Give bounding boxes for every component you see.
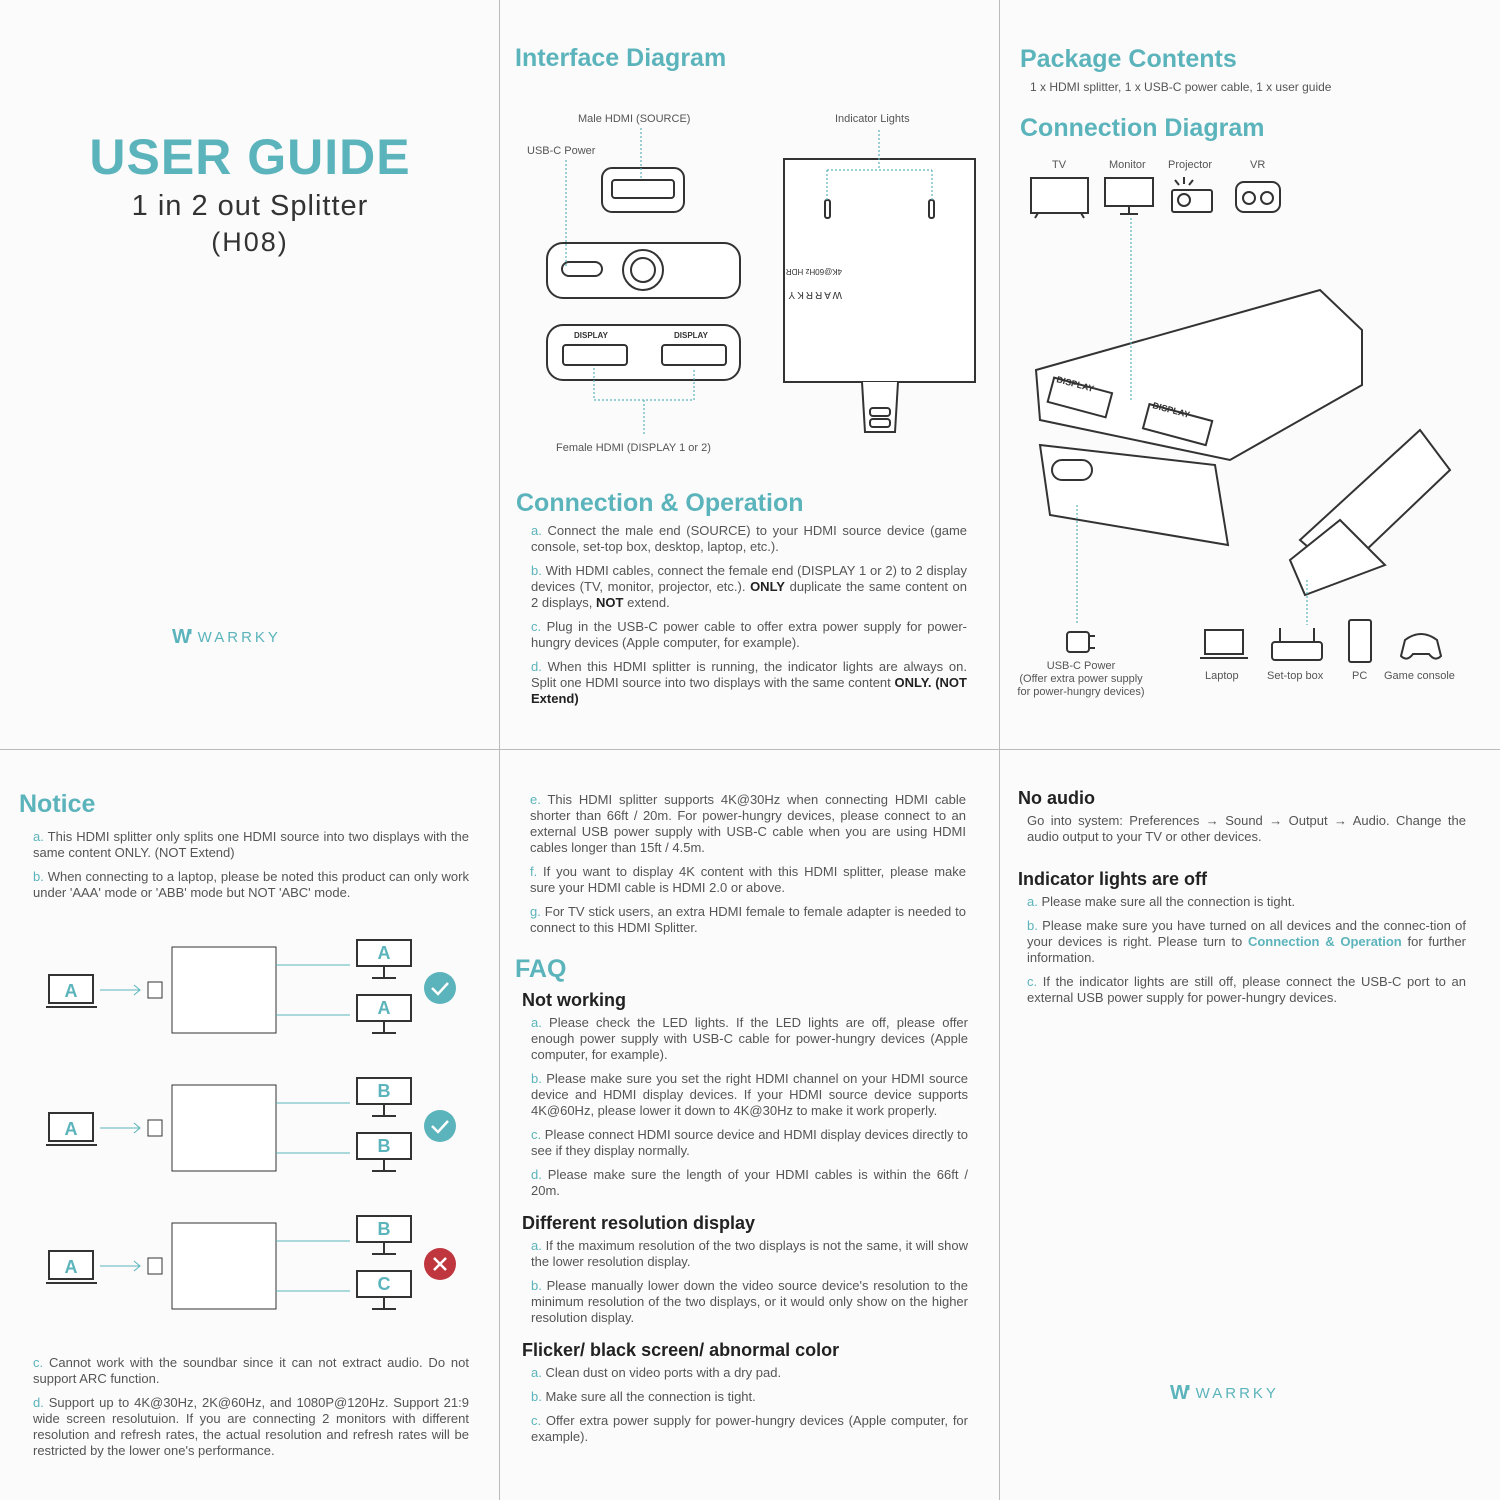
settop-box-icon (1272, 628, 1322, 660)
faq-list (522, 990, 968, 1453)
faq-section (522, 1213, 968, 1326)
display-label: B (377, 1136, 391, 1156)
usbc-power-icon (1067, 632, 1095, 652)
cover-subtitle: 1 in 2 out Splitter (131, 190, 369, 222)
connection-title: Connection Diagram (1020, 114, 1265, 142)
operation-item-d: d. When this HDMI splitter is running, the indicator lights are always on. Split one HDMI source into two displays with the same content ONLY. (NOT Extend) (531, 659, 967, 706)
mode-row (46, 940, 456, 1033)
label-usbc: USB-C Power (527, 145, 596, 157)
display-label: A (377, 998, 391, 1018)
faq-item: b. Make sure all the connection is tight. (531, 1389, 756, 1404)
source-label: A (64, 981, 78, 1001)
operation-item-a: a. Connect the male end (SOURCE) to your HDMI source device (game console, set-top box, desktop, laptop, etc.). (531, 523, 968, 554)
projector-icon (1172, 177, 1212, 212)
notice-title: Notice (19, 790, 96, 818)
check-icon (424, 1110, 456, 1142)
faq-item: b. Please manually lower down the video source device's resolution to the minimum resolution of the two displays, or it would only show on the higher resolution display. (531, 1278, 968, 1325)
operation-item-b: b. With HDMI cables, connect the female end (DISPLAY 1 or 2) to 2 display devices (TV, monitor, projector, etc.). ONLY duplicate the same content on 2 displays, NOT extend. (531, 563, 967, 610)
note-item-g: g. For TV stick users, an extra HDMI female to female adapter is needed to connect to this HDMI Splitter. (530, 904, 967, 935)
tv-icon (1031, 178, 1088, 218)
hdmi-plug-icon (148, 1258, 162, 1274)
package-title: Package Contents (1020, 45, 1237, 73)
faq-section-title: Indicator lights are off (1018, 869, 1208, 889)
svg-text:DISPLAY: DISPLAY (1151, 400, 1191, 420)
mode-row (46, 1078, 456, 1171)
label-game-console: Game console (1384, 670, 1455, 682)
faq-item: c. Please connect HDMI source device and HDMI display devices directly to see if they display normally. (531, 1127, 968, 1158)
faq-item: a. Clean dust on video ports with a dry pad. (531, 1365, 782, 1380)
faq-section-title: Flicker/ black screen/ abnormal color (522, 1340, 840, 1360)
brand-logo-footer: W' WARRKY (1170, 1382, 1279, 1404)
faq-item: b. Please make sure you set the right HDMI channel on your HDMI source device and HDMI display devices. If your HDMI source device supports 4K@60Hz, please lower it down to 4K@30Hz to make it work properly. (531, 1071, 968, 1118)
svg-text:DISPLAY: DISPLAY (674, 331, 708, 340)
faq-item: Go into system: Preferences → Sound → Output → Audio. Change the audio output to your TV or other devices. (1027, 813, 1466, 844)
faq-item: a. If the maximum resolution of the two displays is not the same, it will show the lower resolution display. (531, 1238, 968, 1269)
faq-item: b. Please make sure you have turned on all devices and the connec-tion of your devices is right. Please turn to Connection & Operation for further information. (1027, 918, 1467, 965)
warrky-logo-icon: W' (1170, 1382, 1188, 1404)
faq-section (1018, 788, 1466, 845)
source-label: A (64, 1119, 78, 1139)
warrky-logo-icon: W' (172, 626, 190, 648)
faq-section (1018, 869, 1466, 1006)
svg-text:4K@60Hz HDR: 4K@60Hz HDR (785, 267, 842, 276)
label-monitor: Monitor (1109, 159, 1146, 171)
game-console-icon (1401, 634, 1441, 659)
notice-item-b: b. When connecting to a laptop, please be noted this product can only work under 'AAA' mode or 'ABB' mode but NOT 'ABC' mode. (33, 869, 469, 900)
svg-text:WARRKY: WARRKY (786, 289, 842, 300)
notice-item-c: c. Cannot work with the soundbar since it can not extract audio. Do not support ARC function. (33, 1355, 469, 1386)
pc-icon (1349, 620, 1371, 662)
svg-text:DISPLAY: DISPLAY (1055, 374, 1095, 394)
label-vr: VR (1250, 159, 1266, 171)
interface-title: Interface Diagram (515, 44, 727, 72)
hdmi-plug-icon (148, 1120, 162, 1136)
display-label: C (377, 1274, 391, 1294)
label-male-hdmi: Male HDMI (SOURCE) (578, 113, 691, 125)
label-indicator: Indicator Lights (835, 113, 910, 125)
faq-item: c. Offer extra power supply for power-hungry devices (Apple computer, for example). (531, 1413, 968, 1444)
faq-section-title: No audio (1018, 788, 1095, 808)
source-label: A (64, 1257, 78, 1277)
brand-logo: W' WARRKY (172, 626, 281, 648)
operation-item-c: c. Plug in the USB-C power cable to offer extra power supply for power-hungry devices (Apple computer, for example). (531, 619, 967, 650)
label-pc: PC (1352, 670, 1368, 682)
note-item-f: f. If you want to display 4K content with this HDMI splitter, please make sure your HDMI cable is HDMI 2.0 or above. (530, 864, 966, 895)
label-tv: TV (1052, 159, 1067, 171)
label-projector: Projector (1168, 159, 1213, 171)
faq-section-title: Different resolution display (522, 1213, 756, 1233)
monitor-icon (1105, 178, 1153, 214)
hdmi-plug-icon (148, 982, 162, 998)
svg-text:DISPLAY: DISPLAY (574, 331, 608, 340)
faq-section (522, 990, 968, 1199)
splitter-icon (172, 1223, 276, 1309)
mode-diagrams (0, 0, 500, 1500)
display-label: B (377, 1219, 391, 1239)
check-icon (424, 972, 456, 1004)
faq-item: a. Please check the LED lights. If the LED lights are off, please offer enough power supply with USB-C cable for power-hungry devices (Apple computer, for example). (531, 1015, 968, 1062)
splitter-device-icon (1036, 290, 1450, 595)
faq-item: d. Please make sure the length of your HDMI cables is within the 66ft / 20m. (531, 1167, 968, 1198)
splitter-icon (172, 947, 276, 1033)
package-text: 1 x HDMI splitter, 1 x USB-C power cable, 1 x user guide (1030, 80, 1332, 94)
cover-model: (H08) (211, 227, 289, 257)
laptop-icon (1200, 630, 1248, 658)
note-item-e: e. This HDMI splitter supports 4K@30Hz when connecting HDMI cable shorter than 66ft / 20m. For power-hungry devices, please connect to an external USB power supply with USB-C cable when you are using HDMI cables longer than 15ft / 4.5m. (530, 792, 966, 855)
label-laptop: Laptop (1205, 670, 1239, 682)
faq-title: FAQ (515, 955, 567, 983)
splitter-icon (172, 1085, 276, 1171)
mode-row (46, 1216, 456, 1309)
faq-list-2 (1018, 788, 1466, 1014)
faq-section-title: Not working (522, 990, 626, 1010)
display-label: B (377, 1081, 391, 1101)
operation-title: Connection & Operation (516, 489, 804, 517)
faq-section (522, 1340, 968, 1445)
faq-item: a. Please make sure all the connection is tight. (1027, 894, 1296, 909)
vr-icon (1236, 182, 1280, 212)
display-label: A (377, 943, 391, 963)
notice-item-a: a. This HDMI splitter only splits one HDMI source into two displays with the same content ONLY. (NOT Extend) (33, 829, 469, 860)
faq-item: c. If the indicator lights are still off, please connect the USB-C port to an external USB power supply for power-hungry devices. (1027, 974, 1466, 1005)
cover-title: USER GUIDE (89, 129, 411, 185)
usbc-power-label: USB-C Power (Offer extra power supply for power-hungry devices) (1017, 660, 1145, 698)
label-settop: Set-top box (1267, 670, 1324, 682)
notice-item-d: d. Support up to 4K@30Hz, 2K@60Hz, and 1080P@120Hz. Support 21:9 wide screen resolutuion. If you are connecting 2 monitors with different resolution and refresh rates, the actual resolution and refresh rates will be restricted by the lower one's performance. (33, 1395, 469, 1458)
label-female-hdmi: Female HDMI (DISPLAY 1 or 2) (556, 442, 711, 454)
connection-operation-link[interactable]: Connection & Operation (1247, 934, 1402, 949)
